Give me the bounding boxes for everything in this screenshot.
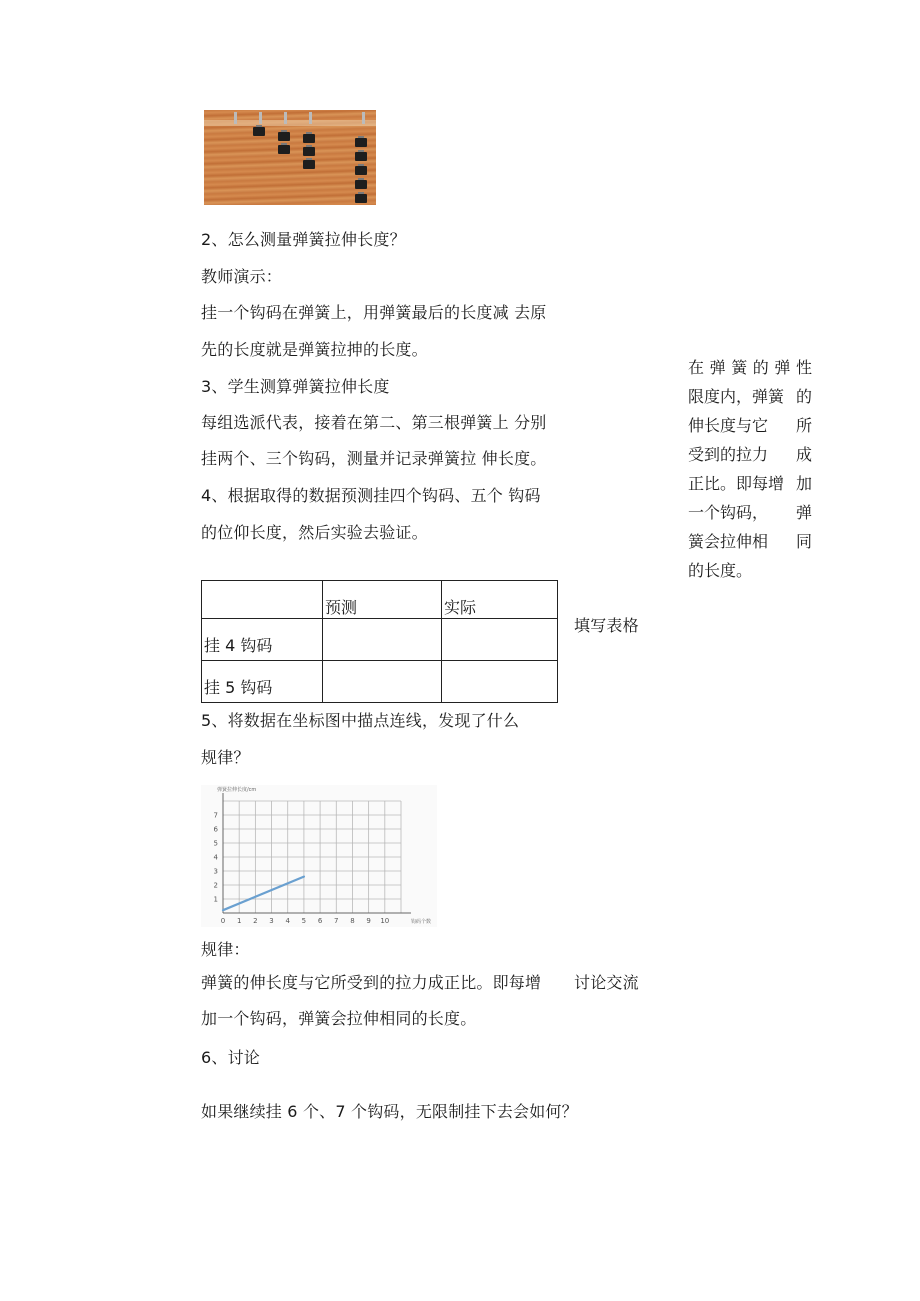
x-axis-label: 钩码个数 [411,919,432,925]
actual-cell[interactable] [442,619,558,661]
rule-label: 规律： [201,940,250,959]
table-header-row [202,581,558,619]
y-tick-label: 2 [213,881,218,890]
table-header-cell [202,581,323,619]
x-tick-label: 9 [366,917,371,925]
table-header-actual: 实际 [442,581,558,619]
x-tick-label: 7 [334,917,339,925]
section4-line2: 的位仰长度，然后实验去验证。 [201,523,428,542]
section5-line1: 5、将数据在坐标图中描点连线，发现了什么 [201,711,520,730]
x-tick-label: 10 [380,917,390,925]
predict-cell[interactable] [323,619,442,661]
section2-line1: 挂一个钩码在弹簧上，用弹簧最后的长度减 去原 [201,303,547,322]
x-tick-label: 2 [253,917,258,925]
x-tick-label: 0 [220,917,226,925]
table-row [202,661,558,703]
y-tick-label: 6 [213,825,218,834]
chart-title: 弹簧拉伸长度/cm [217,787,257,793]
x-tick-label: 4 [285,917,290,925]
x-tick-label: 1 [236,917,242,925]
row-label: 挂 5 钩码 [202,661,323,703]
table-side-note: 填写表格 [574,616,639,635]
side-row: 受到的拉力 成 [688,445,812,464]
row-label: 挂 4 钩码 [202,619,323,661]
rule-line2: 加一个钩码，弹簧会拉伸相同的长度。 [201,1009,477,1028]
table-header-predict: 预测 [323,581,442,619]
section5-line2: 规律？ [201,748,250,767]
x-tick-label: 5 [301,917,307,925]
y-tick-label: 5 [213,839,218,848]
y-tick-label: 7 [213,811,218,820]
section2-line2: 先的长度就是弹簧拉抻的长度。 [201,340,428,359]
side-row: 限度内，弹簧 的 [688,387,812,406]
chart-svg [201,785,437,927]
predict-cell[interactable] [323,661,442,703]
section3-heading: 3、学生测算弹簧拉伸长度 [201,377,390,396]
x-tick-label: 6 [317,917,323,925]
y-tick-label: 4 [213,853,218,862]
side-row: 在 弹 簧 的 弹 性 [688,358,812,377]
side-row: 一个钩码， 弹 [688,503,812,522]
section3-line1: 每组选派代表，接着在第二、第三根弹簧上 分别 [201,413,547,432]
section6-heading: 6、讨论 [201,1048,260,1067]
prediction-table [201,580,558,703]
section2-heading: 2、怎么测量弹簧拉伸长度？ [201,230,406,249]
y-tick-label: 3 [213,867,218,876]
demo-label: 教师演示： [201,267,283,286]
side-row: 正比。即每增 加 [688,474,812,493]
section4-line1: 4、根据取得的数据预测挂四个钩码、五个 钩码 [201,486,541,505]
y-tick-label: 1 [213,895,218,904]
x-tick-label: 8 [350,917,355,925]
section6-question: 如果继续挂 6 个、7 个钩码，无限制挂下去会如何？ [201,1102,578,1121]
side-summary [688,353,812,585]
section3-line2: 挂两个、三个钩码，测量并记录弹簧拉 伸长度。 [201,449,547,468]
side-row: 伸长度与它 所 [688,416,812,435]
side-row: 簧会拉伸相 同 [688,532,812,551]
table-row [202,619,558,661]
actual-cell[interactable] [442,661,558,703]
x-tick-label: 3 [269,917,274,925]
series-line [223,877,304,911]
rule-side-note: 讨论交流 [574,973,639,992]
rule-line1: 弹簧的伸长度与它所受到的拉力成正比。即每增 [201,973,542,992]
side-row: 的长度。 [688,561,753,580]
spring-weights-photo [204,110,376,205]
stretch-graph [201,785,437,927]
